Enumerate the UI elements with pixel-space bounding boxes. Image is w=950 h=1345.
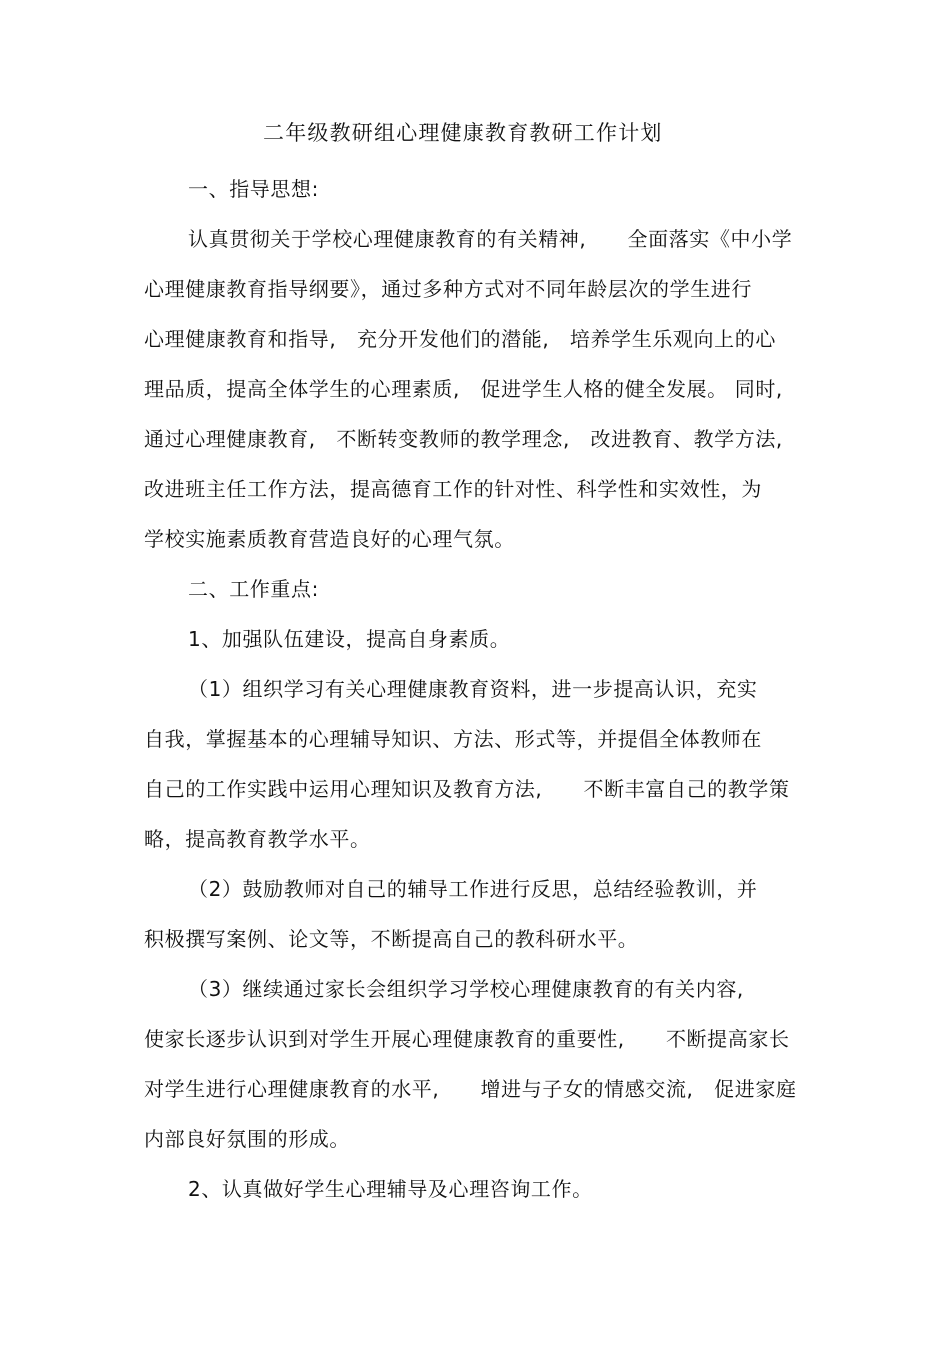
- paragraph-line: 改进班主任工作方法，提高德育工作的针对性、科学性和实效性，为: [144, 477, 762, 501]
- item1-heading: 1、加强队伍建设，提高自身素质。: [188, 627, 511, 651]
- paragraph-line: 使家长逐步认识到对学生开展心理健康教育的重要性, 不断提高家长: [144, 1027, 790, 1051]
- paragraph-line: 自我，掌握基本的心理辅导知识、方法、形式等，并提倡全体教师在: [144, 727, 762, 751]
- paragraph-line: 心理健康教育指导纲要》，通过多种方式对不同年龄层次的学生进行: [144, 277, 752, 301]
- paragraph-line: 积极撰写案例、论文等，不断提高自己的教科研水平。: [144, 927, 639, 951]
- paragraph-line: 学校实施素质教育营造良好的心理气氛。: [144, 527, 515, 551]
- section2-heading: 二、工作重点:: [188, 577, 319, 601]
- paragraph-line: 自己的工作实践中运用心理知识及教育方法, 不断丰富自己的教学策: [144, 777, 790, 801]
- paragraph-line: 内部良好氛围的形成。: [144, 1127, 350, 1151]
- paragraph-line: 认真贯彻关于学校心理健康教育的有关精神, 全面落实《中小学: [188, 227, 793, 251]
- item2-heading: 2、认真做好学生心理辅导及心理咨询工作。: [188, 1177, 593, 1201]
- page-title: 二年级教研组心理健康教育教研工作计划: [263, 121, 663, 145]
- paragraph-line: 对学生进行心理健康教育的水平, 增进与子女的情感交流, 促进家庭: [144, 1077, 797, 1101]
- section1-heading: 一、指导思想:: [188, 177, 319, 201]
- paragraph-line: （1）组织学习有关心理健康教育资料，进一步提高认识，充实: [188, 677, 758, 701]
- paragraph-line: （3）继续通过家长会组织学习学校心理健康教育的有关内容,: [188, 977, 744, 1001]
- paragraph-line: 理品质，提高全体学生的心理素质, 促进学生人格的健全发展。 同时,: [144, 377, 783, 401]
- paragraph-line: 通过心理健康教育, 不断转变教师的教学理念, 改进教育、教学方法,: [144, 427, 783, 451]
- paragraph-line: （2）鼓励教师对自己的辅导工作进行反思，总结经验教训，并: [188, 877, 758, 901]
- paragraph-line: 略，提高教育教学水平。: [144, 827, 371, 851]
- paragraph-line: 心理健康教育和指导, 充分开发他们的潜能, 培养学生乐观向上的心: [144, 327, 776, 351]
